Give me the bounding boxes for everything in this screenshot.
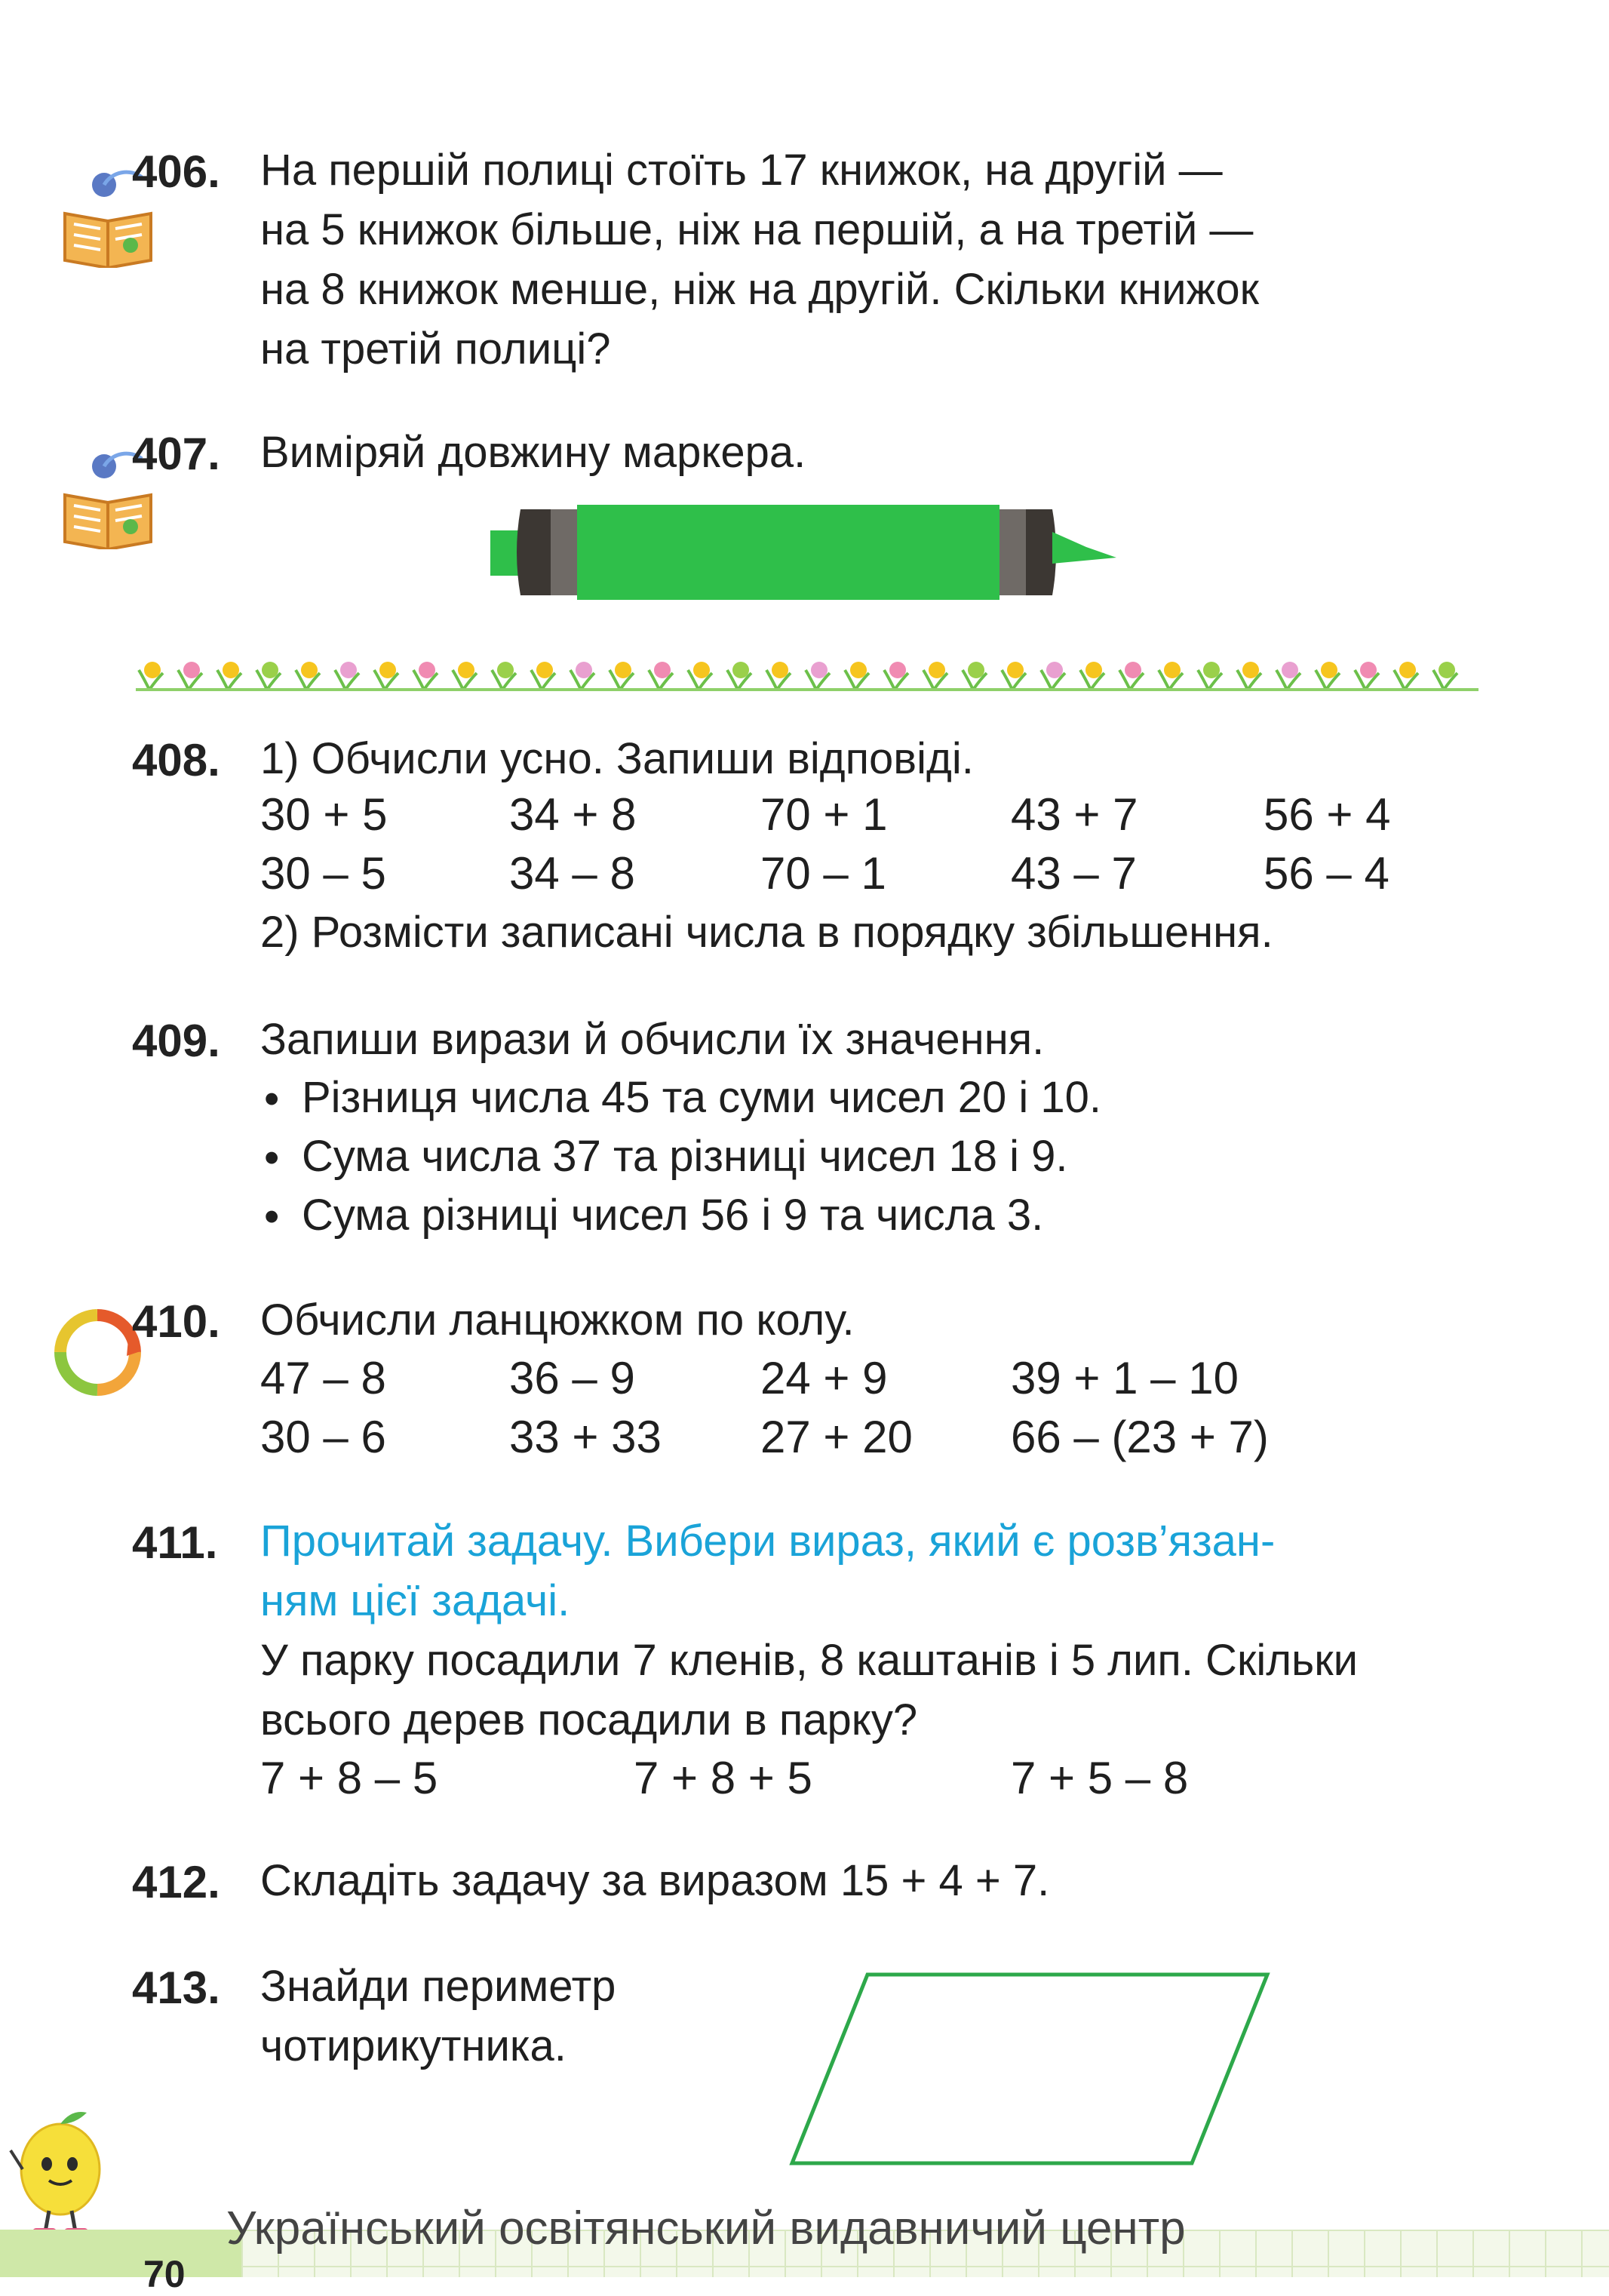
expression: 70 + 1 (760, 789, 888, 840)
task-text: Складіть задачу за виразом 15 + 4 + 7. (260, 1856, 1050, 1905)
border-flower (610, 662, 634, 690)
expression-option: 7 + 8 – 5 (260, 1753, 438, 1803)
expression: 36 – 9 (509, 1353, 635, 1403)
border-flower (217, 662, 241, 690)
border-flower (806, 662, 830, 690)
expression: 43 – 7 (1011, 848, 1137, 899)
bullet-item: Сума числа 37 та різниці чисел 18 і 9. (302, 1132, 1068, 1181)
task-text-line: Знайди периметр (260, 1962, 616, 2011)
task-text: 2) Розмісти записані числа в порядку збільшення. (260, 908, 1273, 957)
task-number: 412. (132, 1857, 220, 1907)
task-text: Обчисли ланцюжком по колу. (260, 1296, 855, 1345)
expression: 66 – (23 + 7) (1011, 1412, 1269, 1462)
task-text-line: чотирикутника. (260, 2021, 567, 2070)
task-text-line: На першій полиці стоїть 17 книжок, на другій — (260, 146, 1223, 195)
bullet-dot: • (264, 1074, 280, 1123)
task-number: 406. (132, 146, 220, 197)
border-flower (453, 662, 477, 690)
task-problem-line: всього дерев посадили в парку? (260, 1695, 918, 1744)
task-text: Запиши вирази й обчисли їх значення. (260, 1015, 1045, 1064)
border-flower (884, 662, 908, 690)
marker-illustration (483, 502, 1124, 604)
bullet-dot: • (264, 1133, 280, 1182)
parallelogram-shape (777, 1966, 1290, 2177)
expression: 47 – 8 (260, 1353, 386, 1403)
expression: 34 + 8 (509, 789, 637, 840)
border-flower (1119, 662, 1144, 690)
border-flower (256, 662, 281, 690)
border-flower (1198, 662, 1222, 690)
page-number: 70 (143, 2253, 186, 2295)
expression: 34 – 8 (509, 848, 635, 899)
expression: 70 – 1 (760, 848, 886, 899)
border-flower (766, 662, 791, 690)
expression: 27 + 20 (760, 1412, 913, 1462)
expression-option: 7 + 5 – 8 (1011, 1753, 1189, 1803)
expression: 39 + 1 – 10 (1011, 1353, 1239, 1403)
border-flower (1002, 662, 1026, 690)
border-flower (923, 662, 947, 690)
border-flower (649, 662, 673, 690)
border-flower (178, 662, 202, 690)
footer-bar (0, 2230, 241, 2277)
task-instruction-line: Прочитай задачу. Вибери вираз, який є розв’язан- (260, 1517, 1276, 1566)
task-number: 413. (132, 1963, 220, 2013)
task-number: 409. (132, 1016, 220, 1066)
border-flower (413, 662, 438, 690)
task-number: 408. (132, 735, 220, 785)
expression: 56 – 4 (1264, 848, 1389, 899)
task-text-line: на третій полиці? (260, 324, 611, 373)
border-flower (335, 662, 359, 690)
border-flower (1041, 662, 1065, 690)
task-problem-line: У парку посадили 7 кленів, 8 каштанів і 5 лип. Скільки (260, 1636, 1359, 1685)
border-flower (1316, 662, 1340, 690)
border-flower (1355, 662, 1379, 690)
expression-option: 7 + 8 + 5 (634, 1753, 812, 1803)
cycle-icon (54, 1309, 141, 1396)
task-text: Виміряй довжину маркера. (260, 428, 806, 477)
border-flower (1394, 662, 1418, 690)
task-number: 411. (132, 1517, 218, 1568)
flower-border (136, 647, 1478, 693)
expression: 30 – 6 (260, 1412, 386, 1462)
border-flower (570, 662, 594, 690)
publisher-text: Український освітянський видавничий центр (226, 2202, 1186, 2255)
lemon-mascot-icon (8, 2105, 113, 2237)
border-flower (1237, 662, 1261, 690)
border-flower (845, 662, 869, 690)
expression: 30 + 5 (260, 789, 388, 840)
border-flower (374, 662, 398, 690)
task-text-line: на 8 книжок менше, ніж на другій. Скільки книжок (260, 265, 1259, 314)
bullet-dot: • (264, 1192, 280, 1241)
expression: 30 – 5 (260, 848, 386, 899)
expression: 56 + 4 (1264, 789, 1391, 840)
task-number: 410. (132, 1296, 220, 1347)
border-flower (139, 662, 163, 690)
border-flower (1276, 662, 1300, 690)
border-flower (492, 662, 516, 690)
border-flower (963, 662, 987, 690)
expression: 43 + 7 (1011, 789, 1138, 840)
bullet-item: Сума різниці чисел 56 і 9 та числа 3. (302, 1191, 1044, 1240)
expression: 24 + 9 (760, 1353, 888, 1403)
border-flower (1080, 662, 1104, 690)
task-instruction-line: ням цієї задачі. (260, 1576, 570, 1625)
bullet-item: Різниця числа 45 та суми чисел 20 і 10. (302, 1073, 1101, 1122)
border-flower (1159, 662, 1183, 690)
border-flower (727, 662, 751, 690)
border-flower (531, 662, 555, 690)
border-flower (688, 662, 712, 690)
expression: 33 + 33 (509, 1412, 662, 1462)
task-text: 1) Обчисли усно. Запиши відповіді. (260, 734, 974, 783)
border-flower (1433, 662, 1457, 690)
task-number: 407. (132, 429, 220, 479)
border-flower (296, 662, 320, 690)
task-text-line: на 5 книжок більше, ніж на першій, а на третій — (260, 205, 1254, 254)
